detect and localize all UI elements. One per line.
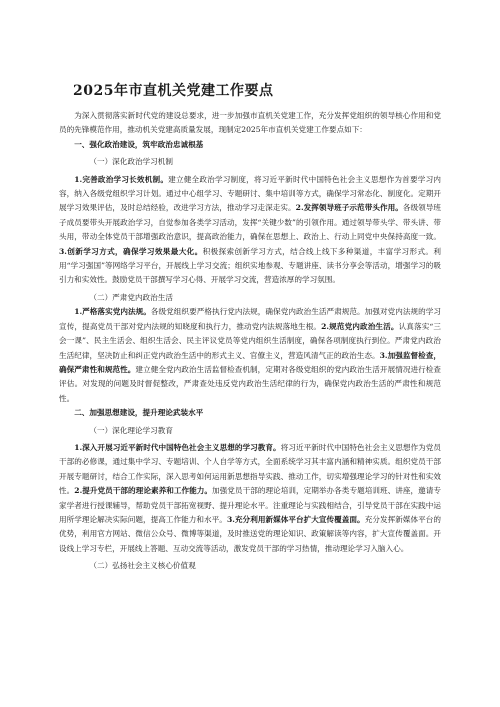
item-lead: 1.严格落实党内法规。 — [74, 307, 151, 317]
item-text: 将习近平新时代中国特色社会主义思想作为党员干部的必修课，通过集中学习、专题培训、个人自学等方式，全面系统学习其丰富内涵和精神实质。组织党员干部开展专题研讨，结合工作实际，深入思考如何运用新思想指导实践、推动工作，切实增强理论学习的针对性和实效性。 — [59, 442, 441, 496]
item-lead: 1.完善政治学习长效机制。 — [74, 174, 169, 184]
section-1-2-heading: （二）严肃党内政治生活 — [89, 292, 173, 302]
item-text: 建立健全党内政治生活监督检查机制，定期对各级党组织的党内政治生活开展情况进行检查评估。对发现的问题及时督促整改，严肃查处违反党内政治生活纪律的行为，确保党内政治生活的严肃性和规范性。 — [59, 364, 442, 403]
section-2-1-heading: （一）深化理论学习教育 — [89, 425, 173, 435]
item-text: 积极探索创新学习方式，结合线上线下多种渠道，丰富学习形式。利用“学习强国”等网络学习平台，开展线上学习交流；组织实地参观、专题讲座、读书分享会等活动，增强学习的吸引力和实效性。鼓励党员干部撰写学习心得、开展学习交流，营造浓厚的学习氛围。 — [59, 246, 441, 285]
item-lead: 1.深入开展习近平新时代中国特色社会主义思想的学习教育。 — [74, 442, 281, 452]
item-lead: 2.发挥领导班子示范带头作用。 — [295, 203, 403, 213]
item-lead: 2.规范党内政治生活。 — [321, 321, 399, 331]
section-1-heading: 一、强化政治建设，筑牢政治忠诚根基 — [74, 139, 204, 149]
item-text: 建立健全政治学习制度，将习近平新时代中国特色社会主义思想作为首要学习内容，纳入各级党组织学习计划。通过中心组学习、专题研讨、集中培训等方式，确保学习常态化、制度化。定期开展学习效果评估，及时总结经验，改进学习方法，推动学习走深走实。 — [59, 174, 441, 213]
section-1-1-heading: （一）深化政治学习机制 — [89, 157, 173, 167]
item-lead: 2.提升党员干部的理论素养和工作能力。 — [74, 486, 213, 496]
section-2-2-heading: （二）弘扬社会主义核心价值观 — [89, 561, 196, 571]
item-lead: 3.创新学习方式，确保学习效果最大化。 — [59, 246, 203, 256]
item-text: 充分发挥新媒体平台的优势，利用官方网站、微信公众号、微博等渠道，及时推送党的理论知识、政策解读等内容，扩大宣传覆盖面。开设线上学习专栏，开展线上答题、互动交流等活动，激发党员干部的学习热情，推动理论学习入脑入心。 — [59, 514, 442, 553]
item-text: 加强党员干部的理论培训，定期举办各类专题培训班、讲座，邀请专家学者进行授课辅导，帮助党员干部拓宽视野、提升理论水平。注重理论与实践相结合，引导党员干部在实践中运用所学理论解决实际问题，提高工作能力和水平。 — [59, 486, 442, 524]
item-text: 各级党组织要严格执行党内法规，确保党内政治生活严肃规范。加强对党内法规的学习宣传，提高党员干部对党内法规的知晓度和执行力，推动党内法规落地生根。 — [59, 307, 441, 331]
item-lead: 3.加强监督检查，确保严肃性和规范性。 — [59, 350, 441, 374]
item-text: 认真落实“三会一课”、民主生活会、组织生活会、民主评议党员等党内组织生活制度，确保各项制度执行到位。严肃党内政治生活纪律，坚决防止和纠正党内政治生活中的形式主义、官僚主义，营造风清气正的政治生态。 — [59, 321, 441, 360]
document-title: 2025年市直机关党建工作要点 — [73, 83, 274, 99]
intro-paragraph: 为深入贯彻落实新时代党的建设总要求，进一步加强市直机关党建工作，充分发挥党组织的领导核心作用和党员的先锋模范作用，推动机关党建高质量发展，现制定2025年市直机关党建工作要点如下： — [59, 111, 441, 135]
document-body — [59, 109, 441, 574]
item-text: 各级领导班子成员要带头开展政治学习，自觉参加各类学习活动，发挥“关键少数”的引领作用。通过领导带头学、带头讲、带头用，带动全体党员干部增强政治意识，提高政治能力，确保在思想上、政治上、行动上同党中央保持高度一致。 — [59, 203, 442, 242]
section-1-1-paragraph — [59, 173, 441, 288]
section-2-heading: 二、加强思想建设，提升理论武装水平 — [74, 408, 204, 418]
item-lead: 3.充分利用新媒体平台扩大宣传覆盖面。 — [226, 514, 365, 524]
section-1-2-paragraph — [59, 305, 441, 406]
section-2-1-paragraph — [59, 441, 441, 556]
